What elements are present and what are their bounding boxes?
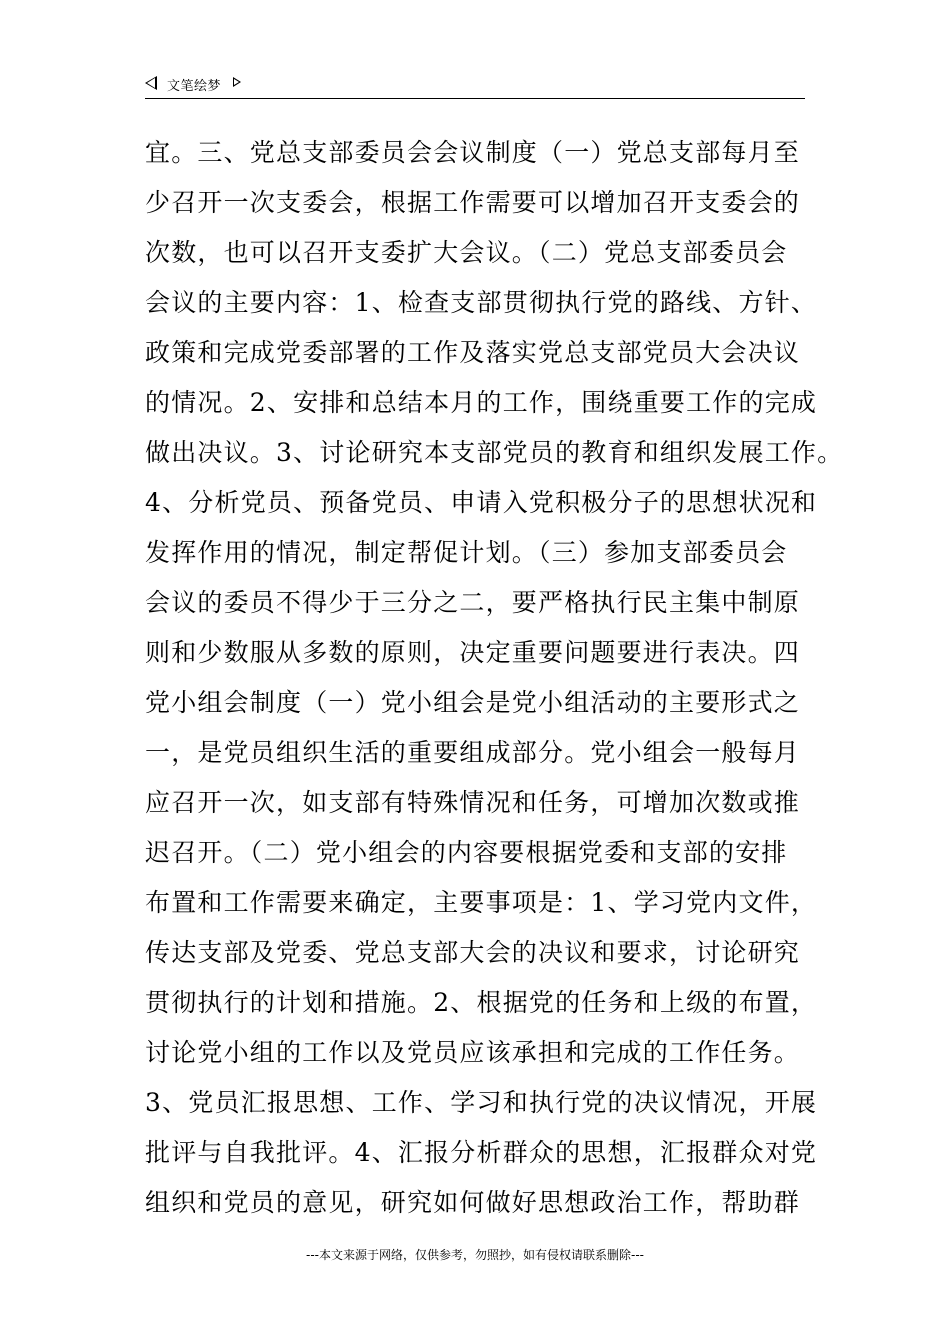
body-line: 会议的委员不得少于三分之二，要严格执行民主集中制原 (145, 588, 801, 617)
body-line: 布置和工作需要来确定，主要事项是：1、学习党内文件， (145, 888, 818, 917)
body-line: 应召开一次，如支部有特殊情况和任务，可增加次数或推 (145, 788, 801, 817)
body-line: 发挥作用的情况，制定帮促计划。（三）参加支部委员会 (145, 538, 788, 567)
body-line: 迟召开。（二）党小组会的内容要根据党委和支部的安排 (145, 838, 788, 867)
body-line: 讨论党小组的工作以及党员应该承担和完成的工作任务。 (145, 1038, 801, 1067)
body-line: 一，是党员组织生活的重要组成部分。党小组会一般每月 (145, 738, 801, 767)
right-triangle-icon (233, 77, 241, 87)
body-line: 3、党员汇报思想、工作、学习和执行党的决议情况，开展 (145, 1088, 818, 1117)
body-line: 少召开一次支委会，根据工作需要可以增加召开支委会的 (145, 188, 801, 217)
body-line: 4、分析党员、预备党员、申请入党积极分子的思想状况和 (145, 488, 818, 517)
document-body (145, 128, 844, 1228)
body-line: 党小组会制度（一）党小组会是党小组活动的主要形式之 (145, 688, 801, 717)
body-line: 则和少数服从多数的原则，决定重要问题要进行表决。四 (145, 638, 801, 667)
body-line: 传达支部及党委、党总支部大会的决议和要求，讨论研究 (145, 938, 801, 967)
page-footer-disclaimer: ---本文来源于网络，仅供参考，勿照抄，如有侵权请联系删除--- (306, 1248, 644, 1262)
body-line: 贯彻执行的计划和措施。2、根据党的任务和上级的布置， (145, 988, 818, 1017)
body-line: 政策和完成党委部署的工作及落实党总支部党员大会决议 (145, 338, 801, 367)
body-line: 批评与自我批评。4、汇报分析群众的思想，汇报群众对党 (145, 1138, 818, 1167)
body-line: 组织和党员的意见，研究如何做好思想政治工作，帮助群 (145, 1188, 801, 1217)
body-line: 次数，也可以召开支委扩大会议。（二）党总支部委员会 (145, 238, 788, 267)
body-line: 做出决议。3、讨论研究本支部党员的教育和组织发展工作。 (145, 438, 844, 467)
body-line: 会议的主要内容：1、检查支部贯彻执行党的路线、方针、 (145, 288, 818, 317)
left-triangle-icon (145, 76, 157, 90)
body-line: 的情况。2、安排和总结本月的工作，围绕重要工作的完成 (145, 388, 818, 417)
body-line: 宜。三、党总支部委员会会议制度（一）党总支部每月至 (145, 138, 801, 167)
page-header (145, 72, 805, 99)
header-brand: 文笔绘梦 (167, 79, 222, 94)
